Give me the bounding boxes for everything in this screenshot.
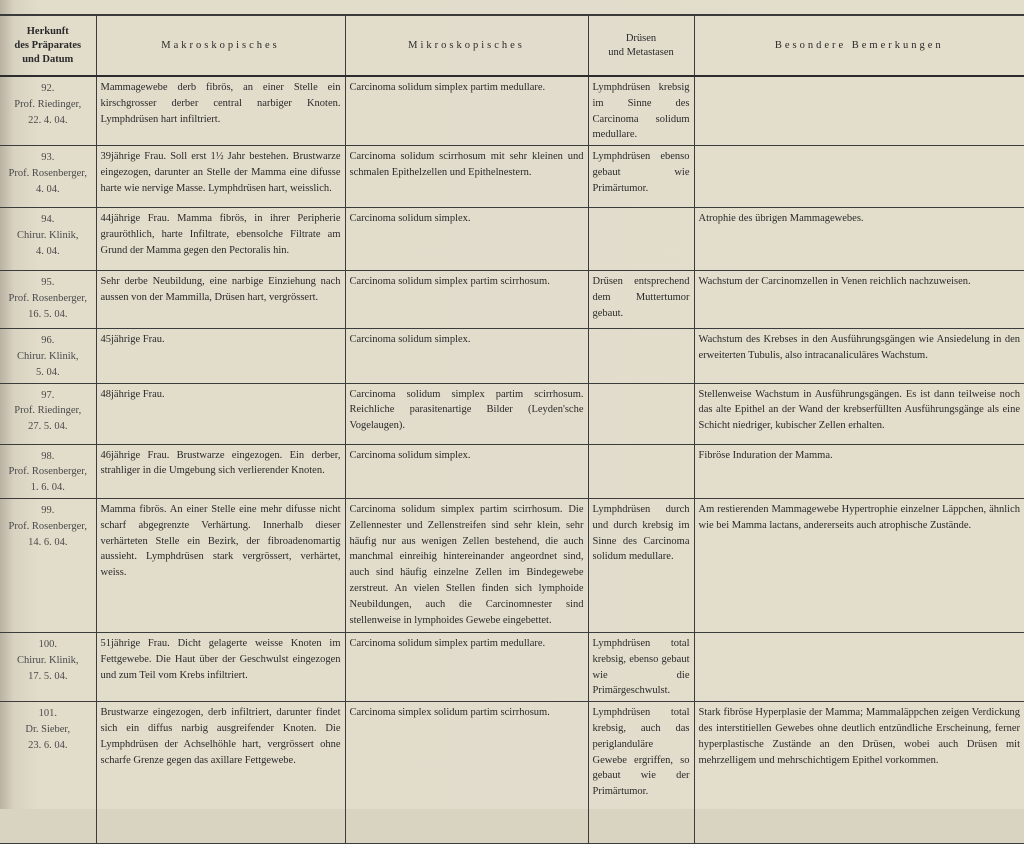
table-row	[0, 329, 1024, 383]
header-remarks-label: Besondere Bemerkungen	[774, 40, 944, 51]
case-number: 94.	[41, 214, 55, 226]
remarks-cell	[694, 146, 1024, 208]
header-micro-label: Mikroskopisches	[408, 40, 525, 51]
glands-cell	[588, 208, 694, 271]
case-number: 101.	[38, 708, 57, 720]
case-date: 27. 5. 04.	[28, 421, 68, 433]
remarks-cell: Wachstum des Krebses in den Ausführungsgängen wie Ansiedelung in den erweiterten Tubulis, also intracanaliculäres Wachstum.	[694, 329, 1024, 383]
table-row	[0, 383, 1024, 444]
case-source: Prof. Rosenberger,	[8, 292, 87, 304]
macro-cell: Mamma fibrös. An einer Stelle eine mehr difusse nicht scharf abgegrenzte Verhärtung. Innerhalb dieser verhärteten Stelle ein Bezirk, der fibroadenomartig aussieht. Lymphdrüsen stark vergrössert, verhärtet, weiss.	[96, 498, 345, 632]
micro-cell: Carcinoma solidum simplex partim scirrhosum.	[345, 271, 588, 329]
macro-cell: Brustwarze eingezogen, derb infiltriert, darunter findet sich ein diffus narbig ausgreifender Knoten. Die Lymphdrüsen der Achselhöhle hart, vergrössert ohne scharfe Grenze gegen das axillare Fettgewebe.	[96, 702, 345, 844]
glands-cell	[588, 444, 694, 498]
case-number: 100.	[38, 638, 57, 650]
case-number: 93.	[41, 152, 55, 164]
table-row	[0, 632, 1024, 701]
case-number: 98.	[41, 450, 55, 462]
macro-cell: 51jährige Frau. Dicht gelagerte weisse Knoten im Fettgewebe. Die Haut über der Geschwulst eingezogen und zum Teil vom Krebs infiltriert.	[96, 632, 345, 701]
header-remarks	[694, 16, 1024, 76]
header-glands-line-1: Drüsen	[625, 33, 657, 44]
case-number: 97.	[41, 389, 55, 401]
header-origin	[0, 16, 96, 76]
table-row	[0, 444, 1024, 498]
remarks-cell: Stark fibröse Hyperplasie der Mamma; Mammaläppchen zeigen Verdickung des interstitiellen Gewebes ohne deutlich entzündliche Erscheinung, ferner hyperplastische Zustände an den Drüsen, wobei auch Drüsen mit mehrzelligem und mehrschichtigem Epithel vorkommen.	[694, 702, 1024, 844]
glands-cell: Lymphdrüsen total krebsig, auch das periglanduläre Gewebe ergriffen, so gebaut wie der Primärtumor.	[588, 702, 694, 844]
case-source: Dr. Sieber,	[25, 723, 71, 735]
origin-cell	[0, 383, 96, 444]
micro-cell: Carcinoma solidum scirrhosum mit sehr kleinen und schmalen Epithelzellen und Epithelnestern.	[345, 146, 588, 208]
glands-cell: Drüsen entsprechend dem Muttertumor gebaut.	[588, 271, 694, 329]
table-row	[0, 271, 1024, 329]
case-source: Chirur. Klinik,	[16, 654, 79, 666]
case-source: Chirur. Klinik,	[16, 229, 79, 241]
case-date: 4. 04.	[35, 183, 60, 195]
remarks-cell: Atrophie des übrigen Mammagewebes.	[694, 208, 1024, 271]
remarks-cell: Wachstum der Carcinomzellen in Venen reichlich nachzuweisen.	[694, 271, 1024, 329]
glands-cell: Lymphdrüsen durch und durch krebsig im Sinne des Carcinoma solidum medullare.	[588, 498, 694, 632]
origin-cell	[0, 146, 96, 208]
glands-cell: Lymphdrüsen krebsig im Sinne des Carcinoma solidum medullare.	[588, 76, 694, 146]
origin-cell	[0, 208, 96, 271]
glands-cell	[588, 329, 694, 383]
remarks-cell	[694, 76, 1024, 146]
origin-cell	[0, 702, 96, 844]
header-macro-label: Makroskopisches	[161, 40, 280, 51]
micro-cell: Carcinoma solidum simplex.	[345, 444, 588, 498]
case-date: 17. 5. 04.	[28, 670, 68, 682]
macro-cell: 44jährige Frau. Mamma fibrös, in ihrer Peripherie grauröthlich, harte Infiltrate, ebensolche Filtrate am Grund der Mamma gegen den Pectoralis hin.	[96, 208, 345, 271]
header-glands	[588, 16, 694, 76]
table-row	[0, 208, 1024, 271]
case-number: 99.	[41, 504, 55, 516]
case-table	[0, 16, 1024, 844]
origin-cell	[0, 76, 96, 146]
header-macro	[96, 16, 345, 76]
origin-cell	[0, 498, 96, 632]
glands-cell: Lymphdrüsen ebenso gebaut wie Primärtumor.	[588, 146, 694, 208]
table-row	[0, 146, 1024, 208]
case-source: Prof. Riedinger,	[14, 98, 82, 110]
macro-cell: 46jährige Frau. Brustwarze eingezogen. Ein derber, strahliger in die Umgebung sich verlierender Knoten.	[96, 444, 345, 498]
remarks-cell	[694, 632, 1024, 701]
micro-cell: Carcinoma solidum simplex partim medullare.	[345, 76, 588, 146]
origin-cell	[0, 444, 96, 498]
case-date: 23. 6. 04.	[28, 739, 68, 751]
glands-cell: Lymphdrüsen total krebsig, ebenso gebaut wie die Primärgeschwulst.	[588, 632, 694, 701]
macro-cell: 45jährige Frau.	[96, 329, 345, 383]
header-glands-line-2: und Metastasen	[608, 47, 674, 58]
remarks-cell: Stellenweise Wachstum in Ausführungsgängen. Es ist dann teilweise noch das alte Epithel an der Wand der krebserfüllten Ausführungsgänge als eine Schicht niedriger, kubischer Zellen erhalten.	[694, 383, 1024, 444]
case-date: 16. 5. 04.	[28, 308, 68, 320]
table-row	[0, 498, 1024, 632]
case-date: 1. 6. 04.	[30, 482, 65, 494]
micro-cell: Carcinoma solidum simplex partim medullare.	[345, 632, 588, 701]
case-source: Prof. Rosenberger,	[8, 466, 87, 478]
case-source: Prof. Rosenberger,	[8, 167, 87, 179]
micro-cell: Carcinoma solidum simplex.	[345, 208, 588, 271]
case-number: 96.	[41, 335, 55, 347]
case-date: 22. 4. 04.	[28, 114, 68, 126]
micro-cell: Carcinoma solidum simplex partim scirrhosum. Reichliche parasitenartige Bilder (Leyden'sche Vogelaugen).	[345, 383, 588, 444]
case-source: Chirur. Klinik,	[16, 350, 79, 362]
origin-cell	[0, 271, 96, 329]
case-source: Prof. Rosenberger,	[8, 520, 87, 532]
case-number: 92.	[41, 83, 55, 94]
macro-cell: Mammagewebe derb fibrös, an einer Stelle ein kirschgrosser derber central narbiger Knoten. Lymphdrüsen hart infiltriert.	[96, 76, 345, 146]
glands-cell	[588, 383, 694, 444]
case-number: 95.	[41, 277, 55, 289]
header-row	[0, 16, 1024, 76]
header-micro	[345, 16, 588, 76]
header-origin-line-2: des Präparates	[14, 40, 82, 51]
macro-cell: 48jährige Frau.	[96, 383, 345, 444]
remarks-cell: Fibröse Induration der Mamma.	[694, 444, 1024, 498]
case-date: 4. 04.	[35, 245, 60, 257]
macro-cell: Sehr derbe Neubildung, eine narbige Einziehung nach aussen von der Mammilla, Drüsen hart, vergrössert.	[96, 271, 345, 329]
origin-cell	[0, 329, 96, 383]
micro-cell: Carcinoma solidum simplex.	[345, 329, 588, 383]
micro-cell: Carcinoma solidum simplex partim scirrhosum. Die Zellennester und Zellenstreifen sind sehr klein, sehr häufig nur aus wenigen Zellen bestehend, die auch manchmal einreihig hintereinander angeordnet sind, auch sind häufig einzelne Zellen im Bindegewebe zerstreut. An vielen Stellen finden sich lymphoide Neubildungen, auch die Carcinomnester sind stellenweise in lymphoides Gewebe eingebettet.	[345, 498, 588, 632]
case-date: 14. 6. 04.	[28, 536, 68, 548]
case-date: 5. 04.	[35, 366, 60, 378]
case-source: Prof. Riedinger,	[14, 405, 82, 417]
micro-cell: Carcinoma simplex solidum partim scirrhosum.	[345, 702, 588, 844]
origin-cell	[0, 632, 96, 701]
header-origin-line-1: Herkunft	[26, 26, 69, 37]
table-row	[0, 76, 1024, 146]
macro-cell: 39jährige Frau. Soll erst 1½ Jahr bestehen. Brustwarze eingezogen, darunter an Stelle der Mamma eine difusse harte wie nervige Masse. Lymphdrüsen hart, weisslich.	[96, 146, 345, 208]
remarks-cell: Am restierenden Mammagewebe Hypertrophie einzelner Läppchen, ähnlich wie bei Mamma lactans, andererseits auch atrophische Zustände.	[694, 498, 1024, 632]
table-row	[0, 702, 1024, 844]
header-origin-line-3: und Datum	[22, 54, 74, 65]
